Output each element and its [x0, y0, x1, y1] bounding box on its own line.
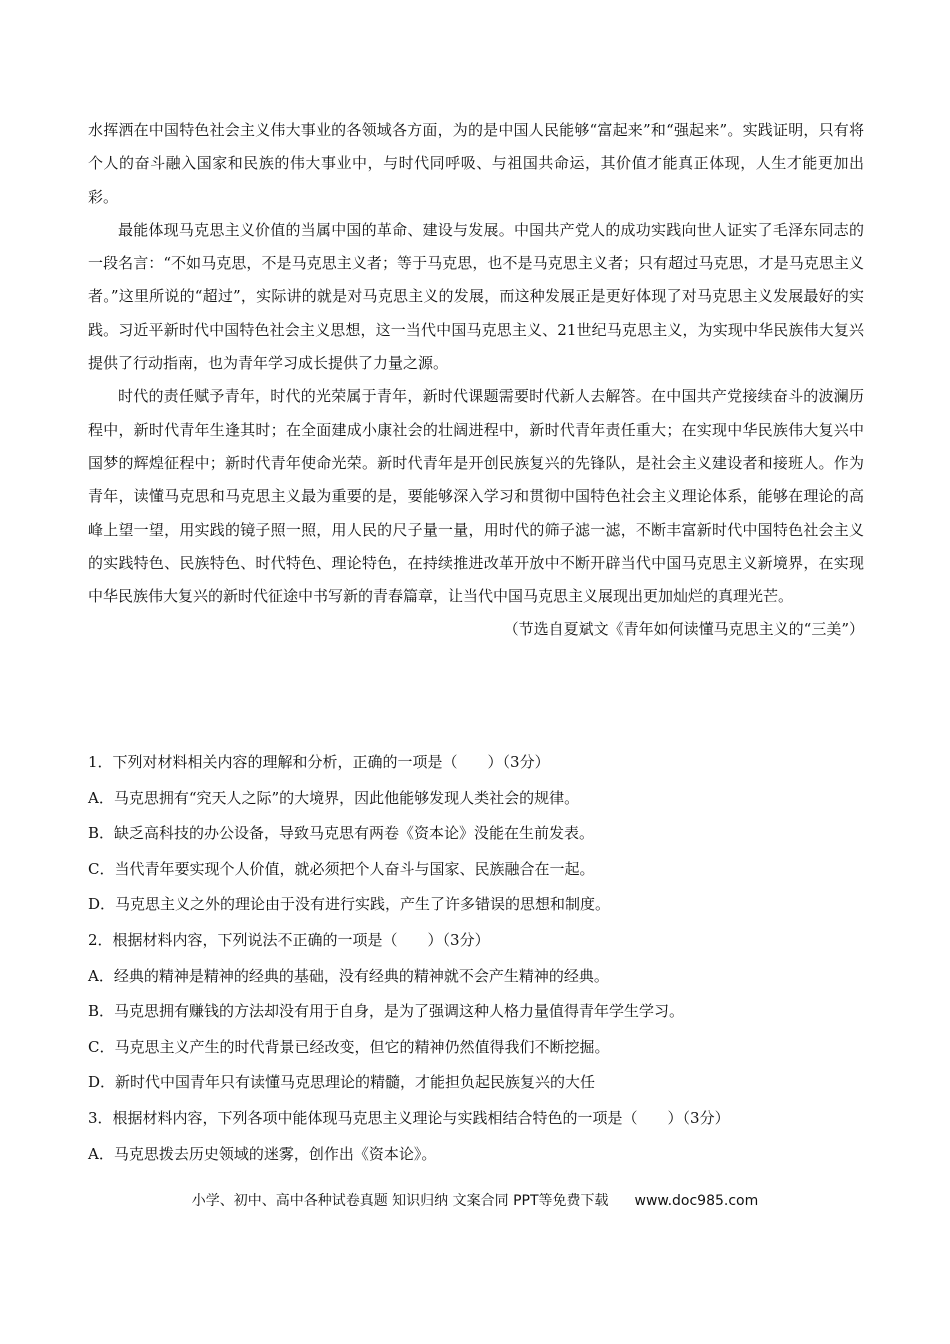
passage-source: （节选自夏斌文《青年如何读懂马克思主义的“三美”） [503, 620, 864, 639]
footer-text: 小学、初中、高中各种试卷真题 知识归纳 文案合同 PPT等免费下载 [191, 1193, 609, 1209]
question-2 [88, 923, 864, 1101]
reading-passage [88, 114, 864, 647]
question-option: A．马克思拥有“究天人之际”的大境界，因此他能够发现人类社会的规律。 [88, 788, 580, 807]
question-option: C．马克思主义产生的时代背景已经改变，但它的精神仍然值得我们不断挖掘。 [88, 1037, 610, 1056]
passage-paragraph: 水挥洒在中国特色社会主义伟大事业的各领域各方面，为的是中国人民能够“富起来”和“强起来”。实践证明，只有将个人的奋斗融入国家和民族的伟大事业中，与时代同呼吸、与祖国共命运，其价值才能真正体现，人生才能更加出彩。 [88, 121, 864, 206]
question-stem: 1．下列对材料相关内容的理解和分析，正确的一项是（ ）（3分） [88, 753, 550, 771]
question-list [88, 745, 864, 1172]
passage-paragraph: 时代的责任赋予青年，时代的光荣属于青年，新时代课题需要时代新人去解答。在中国共产党接续奋斗的波澜历程中，新时代青年生逢其时；在全面建成小康社会的壮阔进程中，新时代青年责任重大；在实现中华民族伟大复兴中国梦的辉煌征程中；新时代青年使命光荣。新时代青年是开创民族复兴的先锋队，是社会主义建设者和接班人。作为青年，读懂马克思和马克思主义最为重要的是，要能够深入学习和贯彻中国特色社会主义理论体系，能够在理论的高峰上望一望，用实践的镜子照一照，用人民的尺子量一量，用时代的筛子滤一滤，不断丰富新时代中国特色社会主义的实践特色、民族特色、时代特色、理论特色，在持续推进改革开放中不断开辟当代中国马克思主义新境界，在实现中华民族伟大复兴的新时代征途中书写新的青春篇章，让当代中国马克思主义展现出更加灿烂的真理光芒。 [88, 387, 864, 606]
question-option: A．经典的精神是精神的经典的基础，没有经典的精神就不会产生精神的经典。 [88, 966, 609, 985]
page-footer [0, 1189, 950, 1213]
question-stem: 2．根据材料内容，下列说法不正确的一项是（ ）（3分） [88, 930, 490, 949]
question-option: B．马克思拥有赚钱的方法却没有用于自身，是为了强调这种人格力量值得青年学生学习。 [88, 1002, 685, 1021]
question-3 [88, 1101, 864, 1172]
passage-paragraph: 最能体现马克思主义价值的当属中国的革命、建设与发展。中国共产党人的成功实践向世人证实了毛泽东同志的一段名言：“不如马克思，不是马克思主义者；等于马克思，也不是马克思主义者；只有超过马克思，才是马克思主义者。”这里所说的“超过”，实际讲的就是对马克思主义的发展，而这种发展正是更好体现了对马克思主义发展最好的实践。习近平新时代中国特色社会主义思想，这一当代中国马克思主义、21世纪马克思主义，为实现中华民族伟大复兴提供了行动指南，也为青年学习成长提供了力量之源。 [88, 220, 864, 373]
question-option: D．新时代中国青年只有读懂马克思理论的精髓，才能担负起民族复兴的大任 [88, 1073, 596, 1092]
question-option: C．当代青年要实现个人价值，就必须把个人奋斗与国家、民族融合在一起。 [88, 859, 595, 878]
question-option: A．马克思拨去历史领域的迷雾，创作出《资本论》。 [88, 1144, 437, 1163]
footer-site-link[interactable]: www.doc985.com [634, 1193, 759, 1209]
question-1 [88, 745, 864, 923]
question-option: B．缺乏高科技的办公设备，导致马克思有两卷《资本论》没能在生前发表。 [88, 824, 595, 843]
question-option: D．马克思主义之外的理论由于没有进行实践，产生了许多错误的思想和制度。 [88, 895, 611, 914]
question-stem: 3．根据材料内容，下列各项中能体现马克思主义理论与实践相结合特色的一项是（ ）（3分） [88, 1108, 730, 1127]
